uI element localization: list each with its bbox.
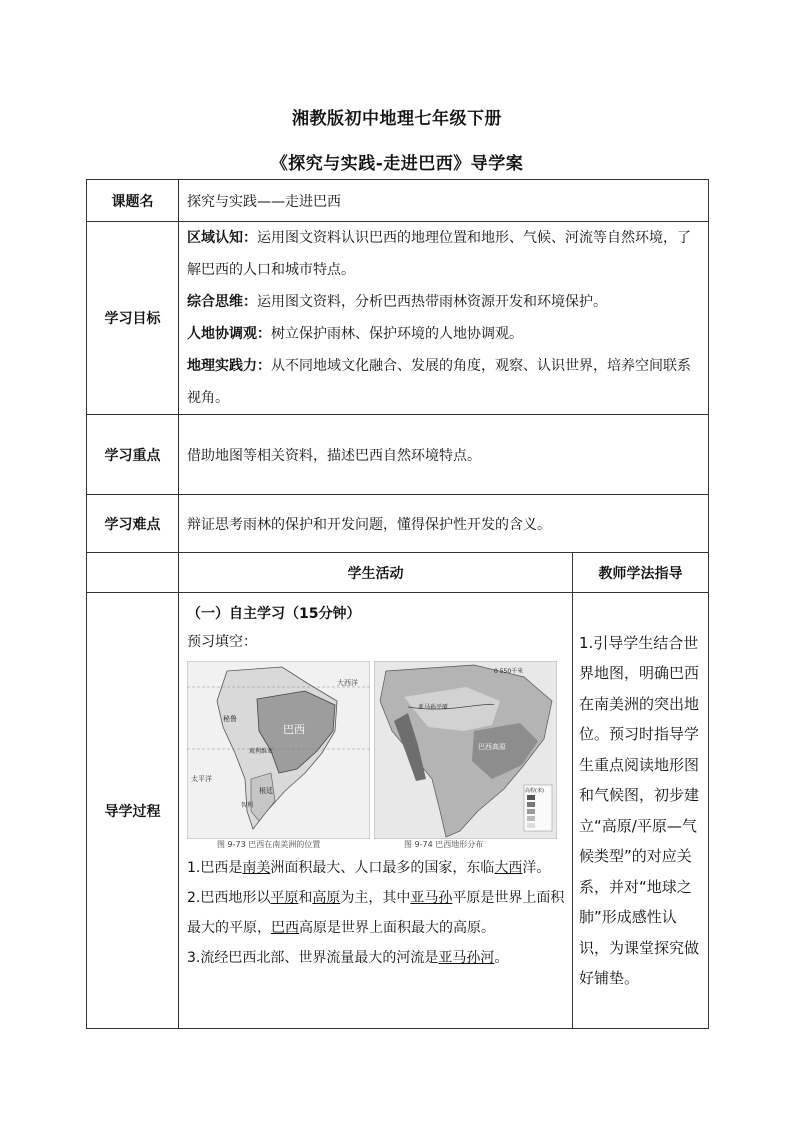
svg-text:高程(米): 高程(米)	[525, 788, 544, 794]
goals-list	[179, 222, 709, 415]
south-america-location-map	[187, 661, 370, 839]
goal-item: 综合思维：运用图文资料，分析巴西热带雨林资源开发和环境保护。	[187, 294, 607, 310]
svg-text:智利: 智利	[241, 802, 254, 809]
row-goals	[87, 222, 709, 415]
row-key	[87, 415, 709, 495]
label-process: 导学过程	[87, 593, 179, 1029]
svg-text:根廷: 根廷	[259, 787, 273, 795]
label-goals: 学习目标	[87, 222, 179, 415]
value-difficult: 辩证思考雨林的保护和开发问题，懂得保护性开发的含义。	[179, 495, 709, 553]
section-heading: （一）自主学习（15分钟）	[187, 606, 361, 622]
label-difficult: 学习难点	[87, 495, 179, 553]
question-2: 2.巴西地形以平原和高原为主，其中亚马孙平原是世界上面积最大的平原，巴西高原是世界上面积最大的高原。	[187, 890, 565, 936]
row-lesson	[87, 180, 709, 222]
goal-item: 人地协调观：树立保护雨林、保护环境的人地协调观。	[187, 326, 523, 342]
student-activity-cell	[179, 593, 573, 1029]
map-right-caption: 图 9-74 巴西地形分布	[404, 840, 484, 849]
goal-item: 区域认知：运用图文资料认识巴西的地理位置和地形、气候、河流等自然环境，了解巴西的人口和城市特点。	[187, 230, 691, 278]
svg-text:太平洋: 太平洋	[191, 775, 212, 783]
row-header	[87, 553, 709, 593]
brazil-terrain-map	[374, 661, 557, 839]
svg-text:秘鲁: 秘鲁	[223, 715, 237, 723]
question-1: 1.巴西是南美洲面积最大、人口最多的国家，东临大西洋。	[187, 860, 551, 876]
value-lesson: 探究与实践——走进巴西	[179, 180, 709, 222]
svg-text:巴西高原: 巴西高原	[478, 743, 506, 751]
prompt-text: 预习填空：	[187, 634, 257, 650]
svg-text:亚马孙平原: 亚马孙平原	[418, 704, 449, 711]
label-key: 学习重点	[87, 415, 179, 495]
value-key: 借助地图等相关资料，描述巴西自然环境特点。	[179, 415, 709, 495]
doc-title: 湘教版初中地理七年级下册	[292, 109, 502, 129]
doc-subtitle: 《探究与实践-走进巴西》导学案	[270, 154, 524, 174]
svg-text:0 550千米: 0 550千米	[494, 668, 524, 675]
svg-text:玻利维亚: 玻利维亚	[249, 748, 274, 755]
header-empty	[87, 553, 179, 593]
header-student-activity: 学生活动	[179, 553, 573, 593]
header-teacher-guide: 教师学法指导	[573, 553, 709, 593]
map-right	[374, 661, 557, 851]
row-difficult	[87, 495, 709, 553]
svg-text:大西洋: 大西洋	[337, 679, 358, 687]
map-left	[187, 661, 370, 851]
lesson-plan-table	[86, 179, 709, 1029]
label-lesson: 课题名	[87, 180, 179, 222]
teacher-guide-cell: 1.引导学生结合世界地图，明确巴西在南美洲的突出地位。预习时指导学生重点阅读地形图和气候图，初步建立“高原/平原—气候类型”的对应关系，并对“地球之肺”形成感性认识，为课堂探究做好铺垫。	[573, 593, 709, 1029]
svg-text:巴西: 巴西	[283, 723, 305, 736]
goal-item: 地理实践力：从不同地域文化融合、发展的角度，观察、认识世界，培养空间联系视角。	[187, 358, 691, 406]
map-left-caption: 图 9-73 巴西在南美洲的位置	[217, 840, 321, 849]
row-process	[87, 593, 709, 1029]
map-figures	[187, 661, 566, 851]
question-3: 3.流经巴西北部、世界流量最大的河流是亚马孙河。	[187, 950, 509, 966]
